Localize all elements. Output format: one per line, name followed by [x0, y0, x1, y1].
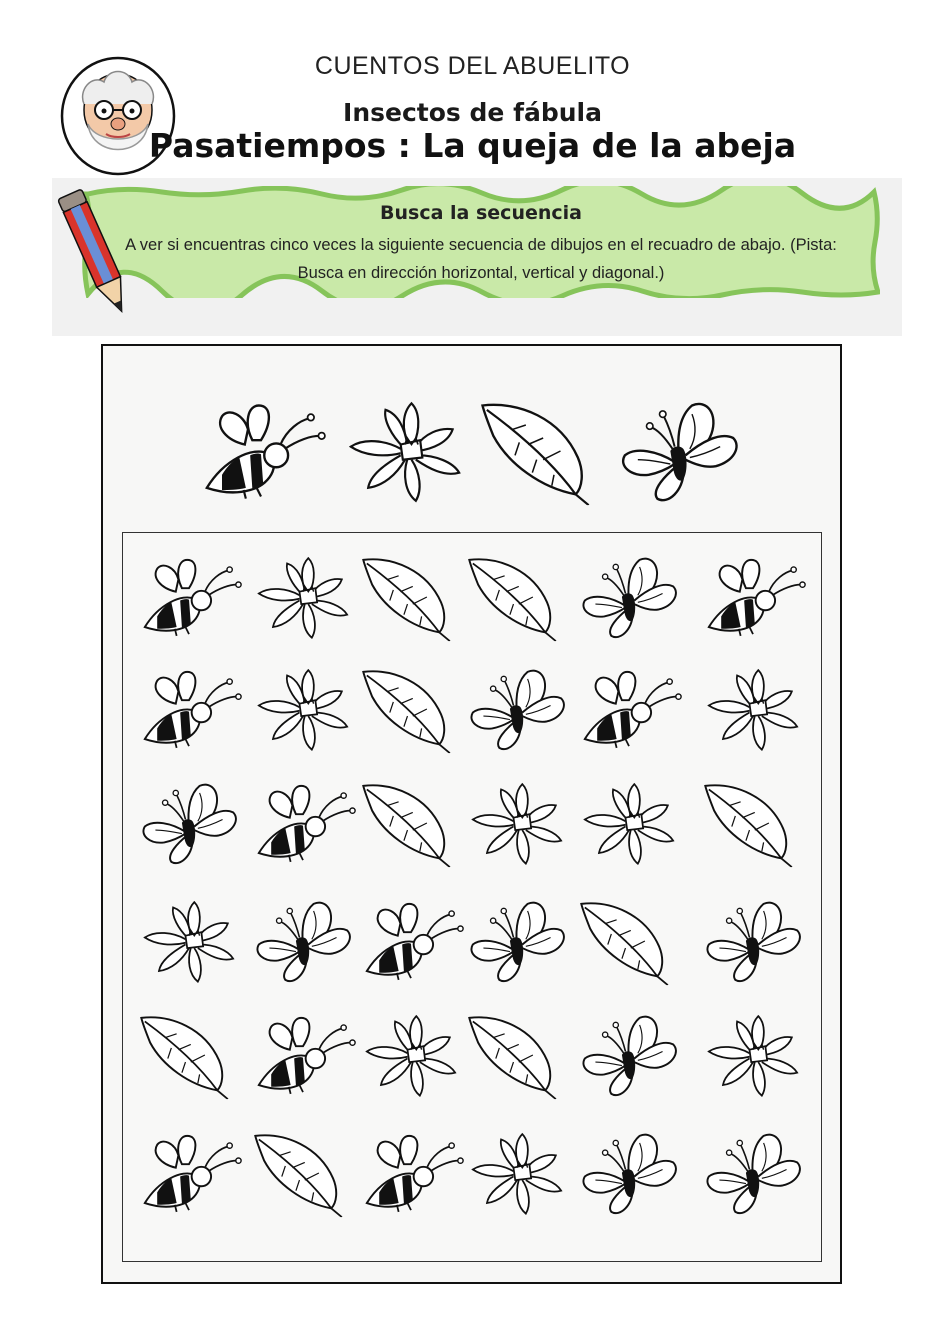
grid-leaf-icon	[464, 552, 570, 642]
grid-bee-icon	[358, 1128, 464, 1218]
grid-bee-icon	[250, 1010, 356, 1100]
sequence-flower-icon	[340, 396, 470, 506]
grid-butterfly-icon	[576, 1010, 682, 1100]
grid-butterfly-icon	[464, 664, 570, 754]
grid-butterfly-icon	[576, 552, 682, 642]
grid-flower-icon	[576, 778, 682, 868]
grid-flower-icon	[250, 552, 356, 642]
page-title: Pasatiempos : La queja de la abeja	[148, 126, 797, 165]
site-name: CUENTOS DEL ABUELITO	[314, 52, 631, 80]
grid-flower-icon	[250, 664, 356, 754]
grid-flower-icon	[700, 664, 806, 754]
page-subtitle: Insectos de fábula	[343, 98, 602, 127]
grid-bee-icon	[136, 552, 242, 642]
grid-leaf-icon	[464, 1010, 570, 1100]
grid-flower-icon	[464, 1128, 570, 1218]
sequence-bee-icon	[196, 396, 326, 506]
instructions-text: A ver si encuentras cinco veces la siguiente secuencia de dibujos en el recuadro de abajo. (Pista: Busca en dirección horizontal, vertical y diagonal.)	[125, 236, 837, 282]
grid-leaf-icon	[358, 778, 464, 868]
grid-leaf-icon	[576, 896, 682, 986]
grid-leaf-icon	[358, 664, 464, 754]
instructions-title: Busca la secuencia	[380, 202, 582, 224]
grid-butterfly-icon	[700, 1128, 806, 1218]
grid-bee-icon	[250, 778, 356, 868]
sequence-butterfly-icon	[614, 396, 744, 506]
grid-flower-icon	[358, 1010, 464, 1100]
sequence-leaf-icon	[476, 396, 606, 506]
grid-leaf-icon	[136, 1010, 242, 1100]
grid-leaf-icon	[250, 1128, 356, 1218]
grid-bee-icon	[358, 896, 464, 986]
grid-bee-icon	[136, 1128, 242, 1218]
grid-butterfly-icon	[576, 1128, 682, 1218]
grid-bee-icon	[136, 664, 242, 754]
grid-butterfly-icon	[136, 778, 242, 868]
grid-flower-icon	[464, 778, 570, 868]
grid-butterfly-icon	[464, 896, 570, 986]
grid-bee-icon	[576, 664, 682, 754]
grid-bee-icon	[700, 552, 806, 642]
grid-flower-icon	[136, 896, 242, 986]
grid-leaf-icon	[358, 552, 464, 642]
grid-leaf-icon	[700, 778, 806, 868]
grid-butterfly-icon	[250, 896, 356, 986]
grid-flower-icon	[700, 1010, 806, 1100]
grid-butterfly-icon	[700, 896, 806, 986]
